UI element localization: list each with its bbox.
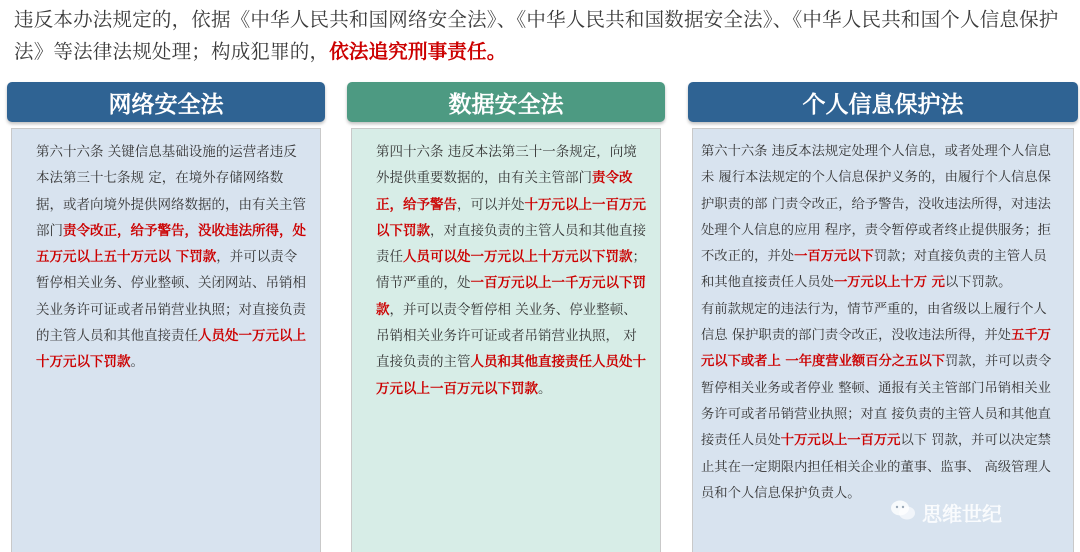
column-title: 数据安全法 — [347, 82, 665, 122]
column-personal-information-protection-law — [688, 82, 1078, 552]
text-segment: 第六十六条 关键信息基础设施的运营者违反本法第三十七条规 定，在境外存储网络数据，或者向境外提供网络数据的，由有关主管部门 — [36, 144, 306, 239]
text-segment: 。 — [538, 380, 552, 397]
intro-text: 违反本办法规定的，依据《中华人民共和国网络安全法》、《中华人民共和国数据安全法》、《中华人民共和国个人信息保护法》等法律法规处理；构成犯罪的， — [14, 8, 1059, 63]
intro-highlight: 依法追究刑事责任。 — [329, 40, 507, 63]
text-segment: ；情节严重的，处 — [376, 249, 646, 292]
text-segment: 第四十六条 违反本法第三十一条规定，向境外提供重要数据的，由有关主管部门 — [376, 144, 637, 187]
penalty-highlight: 十万元以上一百万元 — [780, 433, 901, 449]
penalty-highlight: 人员可以处一万元以上十万元以下罚款 — [403, 249, 633, 266]
wechat-icon — [890, 499, 916, 526]
penalty-highlight: 十万元以上一百万元以下罚款 — [376, 196, 646, 239]
column-body — [11, 128, 321, 552]
text-segment: 第六十六条 违反本法规定处理个人信息，或者处理个人信息未 履行本法规定的个人信息保护义务的，由履行个人信息保护职责的部 门责令改正，给予警告，没收违法所得，对违法处理个人信息的应用 程序，责令暂停或者终止提供服务；拒不改正的，并处 — [701, 144, 1051, 265]
text-segment: 罚款，并可以责令暂停相关业务或者停业 整顿、通报有关主管部门吊销相关业务许可或者吊销营业执照；对直 接负责的主管人员和其他直接责任人员处 — [701, 354, 1052, 449]
text-segment: ，并可以责令暂停相 关业务、停业整顿、吊销相关业务许可证或者吊销营业执照， 对直接负责的主管 — [376, 301, 637, 371]
column-cybersecurity-law — [7, 82, 325, 552]
text-segment: ，可以并处 — [457, 196, 525, 213]
article-text — [376, 139, 646, 402]
penalty-highlight: 一百万元以上一千万元以下罚款 — [376, 275, 646, 318]
column-title: 网络安全法 — [7, 82, 325, 122]
intro-paragraph — [14, 4, 1074, 68]
text-segment: 以下罚款。 — [944, 275, 1012, 291]
text-segment: ，对直接负责的主管人员和其他直接责任 — [376, 222, 646, 266]
article-paragraph — [701, 297, 1059, 507]
watermark-text: 思维世纪 — [922, 501, 1002, 526]
column-data-security-law — [347, 82, 665, 552]
text-segment: ，并可以责令暂停相关业务、停业整顿、关闭网站、吊销相关业务许可证或者吊销营业执照；对直接负责的主管人员和其他直接责任 — [36, 249, 306, 345]
article-paragraph — [701, 139, 1059, 297]
column-title: 个人信息保护法 — [688, 82, 1078, 122]
text-segment: 罚款；对直接负责的主管人员和其他直接责任人员处 — [701, 249, 1047, 291]
article-text — [36, 139, 306, 376]
text-segment: 有前款规定的违法行为，情节严重的，由省级以上履行个人信息 保护职责的部门责令改正，没收违法所得，并处 — [701, 301, 1047, 344]
text-segment: 以下 罚款，并可以决定禁止其在一定期限内担任相关企业的董事、监事、 高级管理人员和个人信息保护负责人。 — [701, 433, 1051, 501]
column-body — [692, 128, 1074, 552]
penalty-highlight: 责令改正，给予警告，没收违法所得，处五万元以上五十万元以 下罚款 — [36, 222, 306, 266]
penalty-highlight: 人员和其他直接责任人员处十万元以上一百万元以下罚款 — [376, 354, 646, 397]
penalty-highlight: 五千万元以下或者上 一年度营业额百分之五以下 — [701, 328, 1051, 370]
penalty-highlight: 一百万元以下 — [794, 249, 874, 265]
penalty-highlight: 责令改正，给予警告 — [376, 170, 633, 213]
penalty-highlight: 一万元以上十万 元 — [833, 275, 945, 291]
penalty-highlight: 人员处一万元以上十万元以下罚款 — [36, 328, 306, 371]
column-body — [351, 128, 661, 552]
watermark — [890, 496, 1050, 528]
text-segment: 。 — [130, 354, 144, 371]
